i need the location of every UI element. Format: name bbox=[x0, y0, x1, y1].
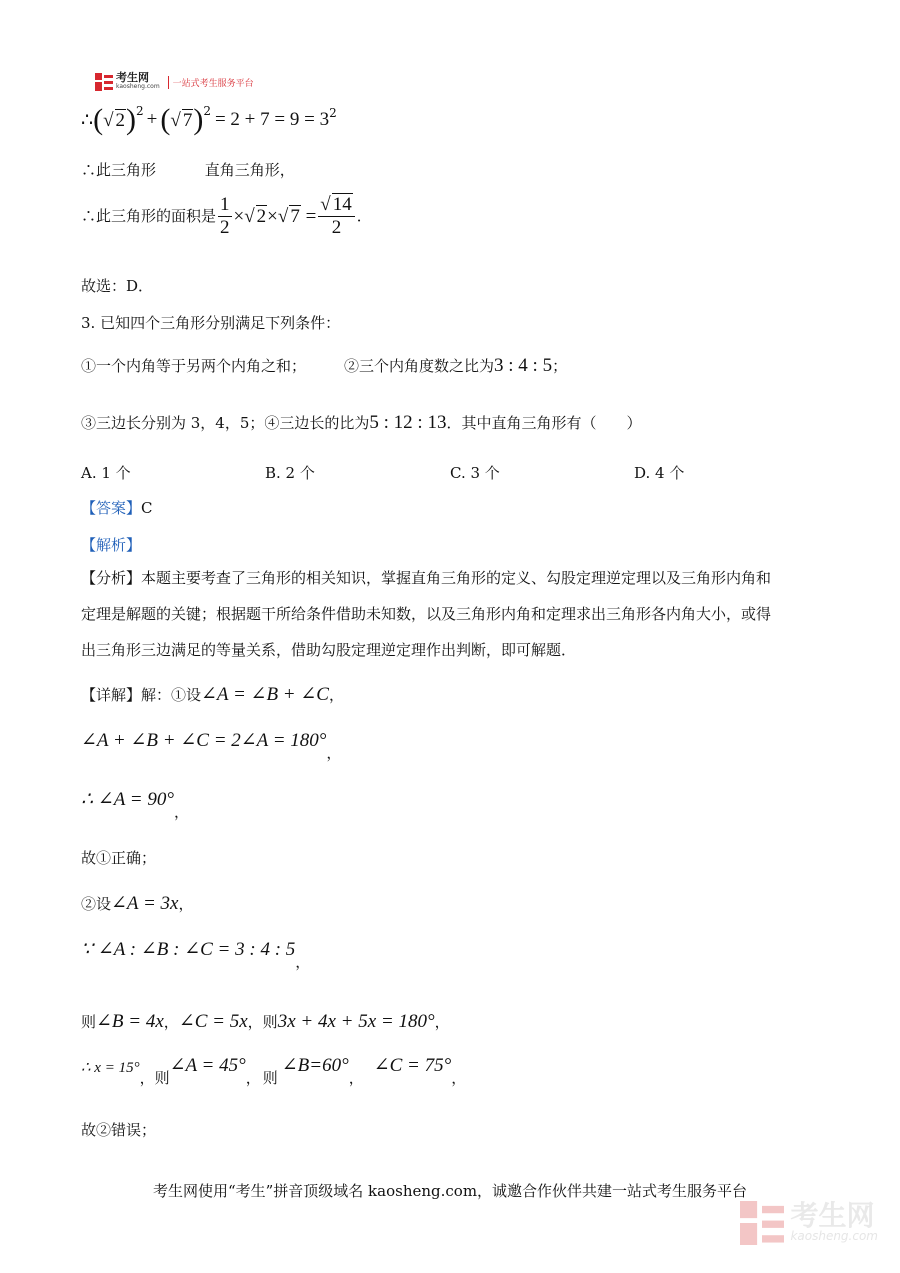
conditions-line-1: ①一个内角等于另两个内角之和； ②三个内角度数之比为 3 : 4 : 5 ； bbox=[81, 355, 568, 376]
detail-equation: ∠A = ∠B + ∠C bbox=[201, 684, 329, 705]
wrong-2: 故②错误； bbox=[81, 1121, 157, 1139]
x-equals-15: ∴ x = 15° bbox=[81, 1060, 140, 1076]
fraction-sqrt14-over-2: $\frac{√ 14}{2}$ bbox=[318, 193, 354, 239]
logo-domain: kaosheng.com bbox=[116, 83, 160, 90]
option-d[interactable]: D. 4 个 bbox=[634, 464, 685, 482]
watermark-logo-icon bbox=[740, 1201, 784, 1245]
equation-rhs: = 2 + 7 = 9 = 3 bbox=[214, 109, 330, 130]
watermark bbox=[740, 1201, 878, 1245]
angle-sum-line: ∠A + ∠B + ∠C = 2∠A = 180° ， bbox=[81, 730, 342, 762]
conclusion-a: ∴此三角形 bbox=[81, 161, 157, 179]
site-logo[interactable] bbox=[95, 73, 254, 91]
because-line: ∵ ∠A : ∠B : ∠C = 3 : 4 : 5 ， bbox=[81, 939, 311, 971]
answer-tag: 【答案】 bbox=[81, 499, 142, 517]
option-c[interactable]: C. 3 个 bbox=[450, 464, 500, 482]
condition-3-4: ③三边长分别为 3，4，5；④三边长的比为 bbox=[81, 414, 370, 432]
watermark-name: 考生网 bbox=[790, 1199, 875, 1232]
sum-equation-2: 3x + 4x + 5x = 180° bbox=[277, 1010, 435, 1032]
condition-1: ①一个内角等于另两个内角之和； bbox=[81, 357, 307, 375]
a-equals-90: ∴ ∠A = 90° bbox=[81, 789, 174, 810]
analysis-paragraph-1: 【分析】本题主要考查了三角形的相关知识，掌握直角三角形的定义、勾股定理逆定理以及三角形内角和 bbox=[81, 569, 772, 587]
area-label: ∴此三角形的面积是 bbox=[81, 207, 217, 225]
question-3: 3. 已知四个三角形分别满足下列条件： bbox=[81, 314, 341, 332]
exponent: 2 bbox=[136, 104, 144, 118]
exponent: 2 bbox=[329, 106, 337, 120]
area-line: ∴此三角形的面积是 $\frac{1}{2}$ ×√ 2×√ 7 = $\frac{√ 14}{2}$ ． bbox=[81, 193, 372, 238]
b-equals-60: ∠B=60° bbox=[281, 1055, 349, 1076]
answer-value: C bbox=[141, 499, 153, 517]
a-equals-45: ∠A = 45° bbox=[169, 1055, 246, 1076]
a-equals-3x: ∠A = 3x bbox=[111, 893, 179, 914]
answer-line bbox=[81, 498, 153, 518]
sqrt-2: 2 bbox=[115, 109, 126, 131]
fraction-half: $\frac{1}{2}$ bbox=[220, 193, 230, 238]
logo-name: 考生网 bbox=[116, 71, 149, 84]
condition-2-ratio: 3 : 4 : 5 bbox=[494, 355, 553, 376]
x15-line: ∴ x = 15° ，则 ∠A = 45° ， 则 ∠B=60° ， ∠C = 75° ， bbox=[81, 1055, 467, 1087]
kaosheng-logo-icon bbox=[95, 73, 113, 91]
exponent: 2 bbox=[203, 104, 211, 118]
correct-1: 故①正确； bbox=[81, 849, 157, 867]
set2-line: ②设 ∠A = 3x ， bbox=[81, 893, 194, 914]
analysis-paragraph-2: 定理是解题的关键；根据题干所给条件借助未知数，以及三角形内角和定理求出三角形各内角大小，或得 bbox=[81, 605, 772, 623]
option-a[interactable]: A. 1 个 bbox=[81, 464, 131, 482]
ratio-equation: ∵ ∠A : ∠B : ∠C = 3 : 4 : 5 bbox=[81, 939, 296, 960]
a90-line: ∴ ∠A = 90° ， bbox=[81, 789, 189, 821]
therefore-symbol: ∴ bbox=[81, 109, 94, 131]
page-footer: 考生网使用“考生”拼音顶级域名 kaosheng.com，诚邀合作伙伴共建一站式考生服务平台 bbox=[152, 1182, 748, 1200]
equation-line-1: ∴ ( √ 2 ) $^2$ + ( √ 7 ) $^2$ = 2 + 7 = 9 = 3 $^2$ bbox=[81, 103, 337, 136]
logo-slogan: 一站式考生服务平台 bbox=[168, 76, 254, 89]
c-equals-5x: ∠C = 5x bbox=[178, 1011, 248, 1032]
conclusion-line bbox=[81, 160, 295, 180]
condition-2: ②三个内角度数之比为 bbox=[344, 357, 495, 375]
choose-line: 故选：D． bbox=[81, 277, 154, 295]
detail-prefix: 【详解】解：①设 bbox=[81, 685, 202, 704]
watermark-domain: kaosheng.com bbox=[790, 1229, 878, 1243]
sqrt-7: 7 bbox=[182, 109, 193, 131]
analysis-paragraph-3: 出三角形三边满足的等量关系，借助勾股定理逆定理作出判断，即可解题． bbox=[81, 641, 577, 659]
angle-sum-equation: ∠A + ∠B + ∠C = 2∠A = 180° bbox=[81, 730, 327, 751]
conditions-line-2: ③三边长分别为 3，4，5；④三边长的比为 5 : 12 : 13 ．其中直角三角形有（ ） bbox=[81, 412, 642, 433]
condition-4-ratio: 5 : 12 : 13 bbox=[369, 412, 447, 433]
conclusion-b: 直角三角形， bbox=[204, 161, 295, 179]
then-line: 则 ∠B = 4x ， ∠C = 5x ，则 3x + 4x + 5x = 180° ， bbox=[81, 1010, 450, 1032]
b-equals-4x: ∠B = 4x bbox=[96, 1011, 164, 1032]
option-b[interactable]: B. 2 个 bbox=[265, 464, 315, 482]
c-equals-75: ∠C = 75° bbox=[373, 1055, 452, 1076]
detail-line: 【详解】解：①设 ∠A = ∠B + ∠C ， bbox=[81, 684, 344, 705]
analysis-tag: 【解析】 bbox=[81, 536, 142, 554]
